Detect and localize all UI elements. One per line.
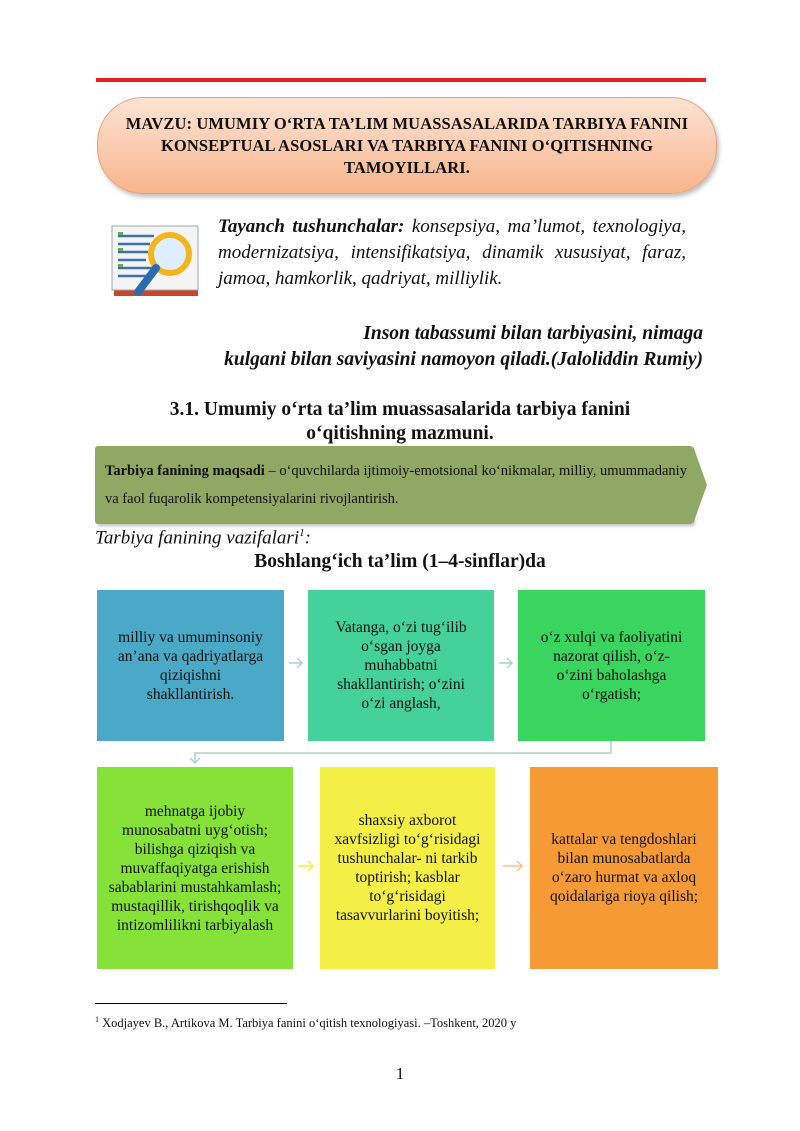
flow-box-1 <box>97 590 284 741</box>
goal-label: Tarbiya fanining maqsadi <box>105 463 265 479</box>
epigraph-quote <box>120 321 703 373</box>
subheading: Boshlang‘ich ta’lim (1–4-sinflar)da <box>254 551 546 572</box>
footnote-text: Xodjayev B., Artikova M. Tarbiya fanini o‘qitish texnologiyasi. –Toshkent, 2020 y <box>99 1016 517 1031</box>
key-concepts <box>218 214 686 292</box>
arrow-right-icon <box>298 861 313 871</box>
goal-box <box>95 446 693 524</box>
flow-box-1-text: milliy va umuminsoniy an’ana va qadriyatlarga qiziqishni shakllantirish. <box>117 628 264 703</box>
quote-line-1: Inson tabassumi bilan tarbiyasini, nimaga <box>363 323 703 344</box>
footnote-divider <box>95 1003 287 1004</box>
topic-banner <box>97 97 717 194</box>
flow-box-2 <box>308 590 494 741</box>
tasks-label: Tarbiya fanining vazifalari$^1$: <box>95 527 311 549</box>
quote-line-2: kulgani bilan saviyasini namoyon qiladi.(Jaloliddin Rumiy) <box>224 349 703 370</box>
section-heading-line-1: 3.1. Umumiy o‘rta ta’lim muassasalarida tarbiya fanini <box>169 399 631 420</box>
key-concepts-label: Tayanch tushunchalar: <box>218 216 405 237</box>
goal-text <box>105 457 700 513</box>
tasks-label-text: Tarbiya fanining vazifalari <box>95 527 300 549</box>
page-number: 1 <box>395 1064 405 1083</box>
top-divider <box>96 78 706 82</box>
flow-box-2-text: Vatanga, o‘zi tug‘ilib o‘sgan joyga muhabbatni shakllantirish; o‘zini o‘zi anglash, <box>335 619 467 712</box>
flow-box-4-text: mehnatga ijobiy munosabatni uyg‘otish; bilishga qiziqish va muvaffaqiyatga erishish sabablarini mustahkamlash; mustaqillik, tirishqoqlik va intizomlilikni tarbiyalash <box>108 802 282 934</box>
arrow-right-icon <box>503 861 522 871</box>
topic-title: MAVZU: UMUMIY O‘RTA TA’LIM MUASSASALARIDA TARBIYA FANINI KONSEPTUAL ASOSLARI VA TARBIYA FANINI O‘QITISHNING TAMOYILLARI. <box>125 113 689 177</box>
flow-box-6 <box>530 767 718 969</box>
section-heading <box>100 398 700 446</box>
footnote <box>95 1015 516 1031</box>
flow-box-5-text: shaxsiy axborot xavfsizligi to‘g‘risidagi tushunchalar- ni tarkib toptirish; kasblar to‘g‘risidagi tasavvurlarini boyitish; <box>334 812 481 924</box>
footnote-ref: 1 <box>299 527 305 539</box>
arrow-down-connector <box>190 741 611 763</box>
flow-box-3-text: o‘z xulqi va faoliyatini nazorat qilish, o‘z-o‘zini baholashga o‘rgatish; <box>540 628 683 703</box>
flow-box-4 <box>97 767 293 969</box>
flow-box-3 <box>518 590 705 741</box>
arrow-right-icon <box>289 658 302 668</box>
goal-description: – o‘quvchilarda ijtimoiy-emotsional ko‘nikmalar, milliy, umummadaniy va faol fuqarolik kompetensiyalarini rivojlantirish. <box>105 463 687 507</box>
section-heading-line-2: o‘qitishning mazmuni. <box>306 423 494 444</box>
flow-box-5 <box>320 767 495 969</box>
key-concepts-text: konsepsiya, ma’lumot, texnologiya, modernizatsiya, intensifikatsiya, dinamik xususiyat, faraz, jamoa, hamkorlik, qadriyat, milliylik. <box>218 216 686 289</box>
arrow-right-icon <box>499 658 512 668</box>
footnote-number: 1 <box>95 1015 99 1024</box>
flow-box-6-text: kattalar va tengdoshlari bilan munosabatlarda o‘zaro hurmat va axloq qoidalariga rioya qilish; <box>549 831 699 905</box>
document-magnifier-icon <box>110 222 206 300</box>
